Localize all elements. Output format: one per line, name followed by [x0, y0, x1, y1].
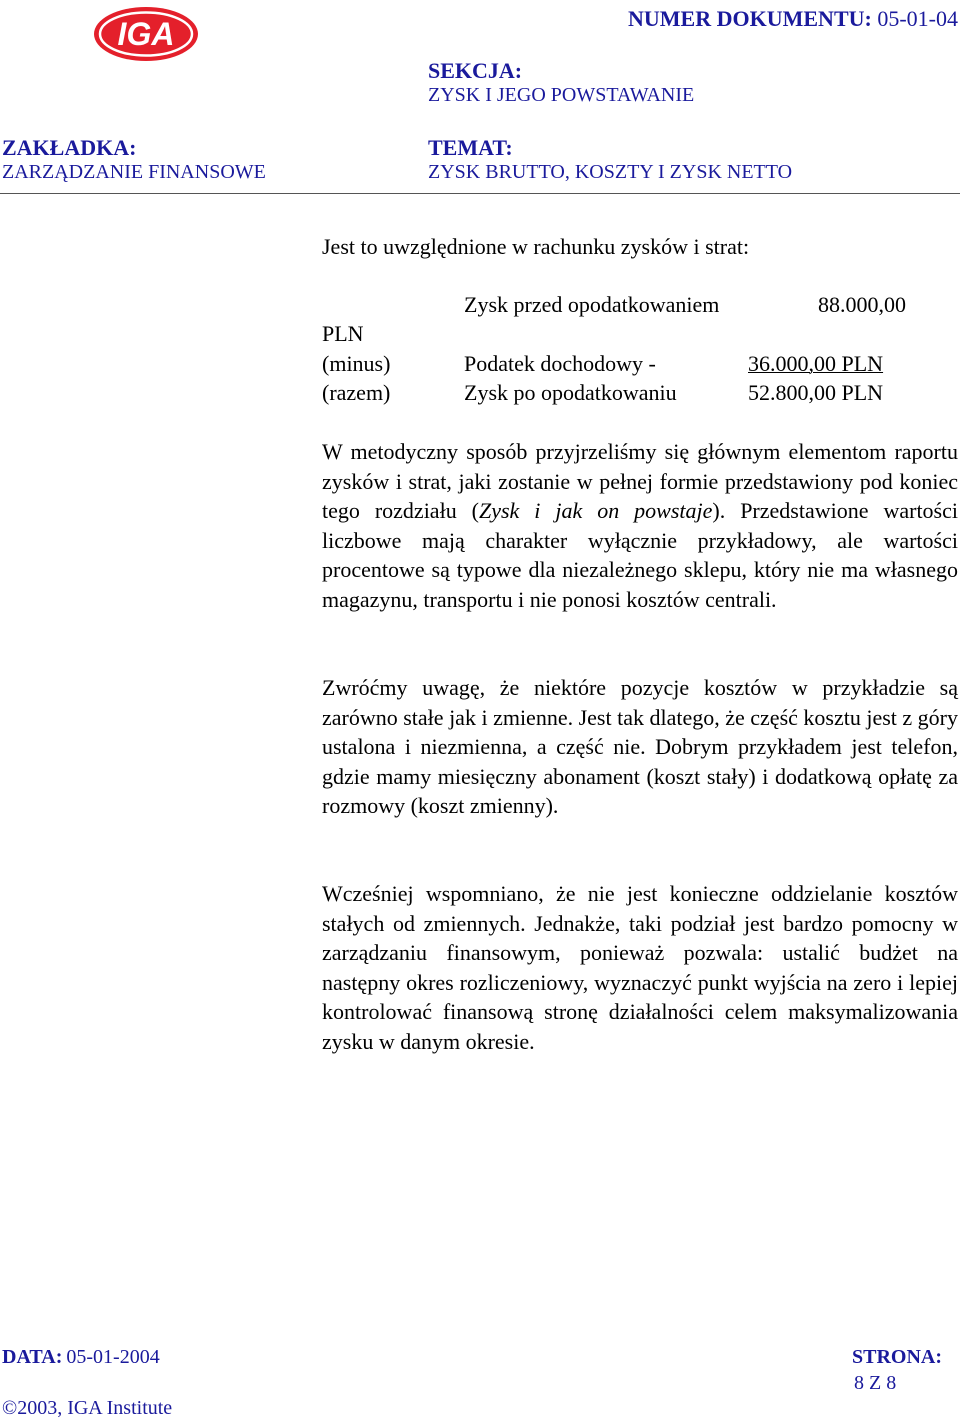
- statement-row1-label: Zysk przed opodatkowaniem: [464, 292, 720, 317]
- document-number-value: 05-01-04: [877, 6, 958, 31]
- statement-row2-prefix: (minus): [322, 351, 391, 376]
- topic-value: ZYSK BRUTTO, KOSZTY I ZYSK NETTO: [428, 161, 793, 183]
- section-value: ZYSK I JEGO POWSTAWANIE: [428, 84, 695, 106]
- statement-row1-value: 88.000,00: [818, 292, 906, 317]
- document-number-label: NUMER DOKUMENTU:: [628, 6, 872, 31]
- section-label: SEKCJA:: [428, 58, 523, 83]
- page-label: STRONA:: [852, 1346, 943, 1368]
- statement-row1-unit: PLN: [322, 321, 364, 346]
- svg-text:IGA: IGA: [117, 16, 175, 52]
- iga-logo: [92, 5, 200, 63]
- intro-text: Jest to uwzględnione w rachunku zysków i strat:: [322, 234, 750, 259]
- statement-row3-prefix: (razem): [322, 380, 391, 405]
- paragraph-3: Wcześniej wspomniano, że nie jest konieczne oddzielanie kosztów stałych od zmiennych. Jednakże, taki podział jest bardzo pomocny w zarządzaniu finansowym, ponieważ pozwala: ustalić budżet na następny okres rozliczeniowy, wyznaczyć punkt wyjścia na zero i lepiej kontrolować finansową stronę działalności celem maksymalizowania zysku w danym okresie.: [322, 881, 958, 1054]
- date-value: 05-01-2004: [66, 1346, 160, 1368]
- statement-row3-label: Zysk po opodatkowaniu: [464, 380, 677, 405]
- copyright: ©2003, IGA Institute: [2, 1397, 173, 1419]
- document-number: [628, 6, 958, 32]
- date-label: DATA:: [2, 1346, 63, 1368]
- footer-date: [2, 1346, 160, 1369]
- header-divider: [0, 193, 960, 194]
- tab-value: ZARZĄDZANIE FINANSOWE: [2, 161, 266, 183]
- statement-row2-label: Podatek dochodowy -: [464, 351, 656, 376]
- page-value: 8 Z 8: [854, 1372, 897, 1394]
- statement-row2-value: 36.000,00 PLN: [748, 351, 884, 376]
- paragraph-1-italic: Zysk i jak on powstaje: [478, 498, 713, 523]
- topic-label: TEMAT:: [428, 135, 513, 160]
- paragraph-1-part-2: ). Przedstawione wartości liczbowe mają charakter wyłącznie przykładowy, ale wartości procentowe są typowe dla niezależnego sklepu, który nie ma własnego magazynu, transportu i nie ponosi kosztów centrali.: [322, 498, 958, 612]
- paragraph-1-part-1: W metodyczny sposób przyjrzeliśmy się głównym elementom raportu zysków i strat, jaki zostanie w pełnej formie przedstawiony pod koniec tego rozdziału (: [322, 439, 958, 523]
- paragraph-2: Zwróćmy uwagę, że niektóre pozycje kosztów w przykładzie są zarówno stałe jak i zmienne. Jest tak dlatego, że część kosztu jest z góry ustalona i niezmienna, a część nie. Dobrym przykładem jest telefon, gdzie mamy miesięczny abonament (koszt stały) i dodatkową opłatę za rozmowy (koszt zmienny).: [322, 675, 958, 818]
- paragraph-1: [322, 437, 958, 614]
- statement-row3-value: 52.800,00 PLN: [748, 380, 884, 405]
- tab-label: ZAKŁADKA:: [2, 135, 137, 160]
